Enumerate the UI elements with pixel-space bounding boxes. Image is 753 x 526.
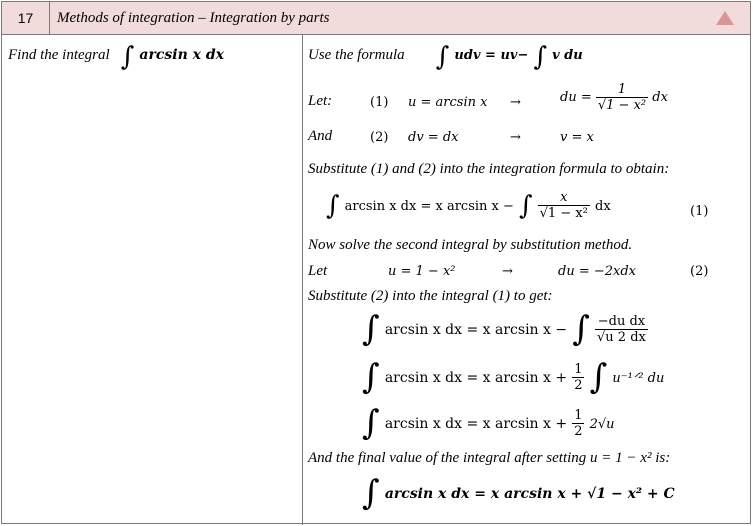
- eq3-frac-num: 1: [574, 362, 583, 377]
- equation-4: [362, 403, 615, 443]
- step2-rhs: v = x: [560, 130, 594, 145]
- eq4-fraction: [572, 408, 584, 439]
- eq1-tag: (1): [690, 204, 709, 219]
- final-equation: [362, 473, 675, 513]
- eq4-right: 2√u: [589, 417, 615, 432]
- final-integral: ∫: [362, 473, 380, 513]
- step1-rhs-left: du =: [560, 90, 592, 105]
- eq1-fraction: [538, 190, 590, 221]
- use-formula-label: Use the formula: [308, 47, 405, 63]
- substitute-text: Substitute (1) and (2) into the integration formula to obtain:: [308, 161, 670, 177]
- eq1-left: arcsin x dx = x arcsin x −: [344, 199, 514, 214]
- formula-integral-2: ∫: [533, 42, 547, 72]
- problem-label: Find the integral: [8, 47, 110, 63]
- step1-frac-num: 1: [596, 82, 648, 98]
- now-solve-text: Now solve the second integral by substitution method.: [308, 237, 633, 253]
- formula-rhs: v du: [552, 48, 583, 63]
- column-divider: [302, 35, 303, 525]
- eq3-right: u⁻¹ᐟ² du: [612, 371, 665, 386]
- eq3-fraction: [572, 362, 584, 393]
- let2-rhs: du = −2xdx: [558, 264, 636, 279]
- eq3-frac-den: 2: [574, 378, 583, 393]
- step2-number: (2): [370, 130, 389, 145]
- formula-line: [308, 44, 583, 70]
- equation-2: [362, 309, 648, 349]
- equation-1: [326, 190, 611, 221]
- eq2-frac-num: −du dx: [595, 314, 648, 330]
- problem-number: 17: [2, 2, 50, 34]
- arrow-2: →: [510, 130, 521, 145]
- and-label: And: [308, 128, 333, 144]
- formula-lhs: udv = uv−: [454, 48, 529, 63]
- eq1-right: dx: [595, 199, 611, 214]
- final-text: And the final value of the integral after setting u = 1 − x² is:: [308, 450, 671, 466]
- eq3-integral: ∫: [362, 357, 380, 397]
- triangle-up-icon[interactable]: [716, 11, 734, 25]
- arrow-1: →: [510, 95, 521, 110]
- eq1-integral-2: ∫: [519, 191, 533, 221]
- step1-fraction: [596, 82, 648, 113]
- table-frame: [1, 1, 751, 524]
- eq1-frac-den: √1 − x²: [539, 206, 588, 221]
- eq4-integral: ∫: [362, 403, 380, 443]
- integral-sign: ∫: [120, 42, 135, 72]
- arrow-3: →: [502, 264, 513, 279]
- let2-lhs: u = 1 − x²: [388, 264, 456, 279]
- final-eq: arcsin x dx = x arcsin x + √1 − x² + C: [384, 486, 675, 502]
- header-bar: [2, 2, 750, 35]
- let2-tag: (2): [690, 264, 709, 279]
- eq1-frac-num: x: [538, 190, 590, 206]
- substitute2-text: Substitute (2) into the integral (1) to get:: [308, 288, 553, 304]
- eq4-left: arcsin x dx = x arcsin x +: [384, 416, 568, 432]
- problem-title: Methods of integration – Integration by parts: [57, 10, 330, 26]
- problem-integrand: arcsin x dx: [139, 47, 224, 63]
- step1-number: (1): [370, 95, 389, 110]
- step1-lhs: u = arcsin x: [408, 95, 488, 110]
- eq2-left: arcsin x dx = x arcsin x −: [384, 322, 568, 338]
- step1-frac-den: √1 − x²: [597, 98, 647, 113]
- step1-rhs-right: dx: [652, 90, 668, 105]
- eq3-left: arcsin x dx = x arcsin x +: [384, 370, 568, 386]
- step1-rhs: [560, 82, 668, 113]
- eq4-frac-den: 2: [574, 424, 583, 439]
- eq2-fraction: [595, 314, 648, 345]
- eq1-integral: ∫: [326, 191, 340, 221]
- eq2-integral-2: ∫: [572, 309, 590, 349]
- problem-statement: [8, 44, 224, 70]
- let-label: Let:: [308, 93, 333, 109]
- eq2-integral: ∫: [362, 309, 380, 349]
- step2-lhs: dv = dx: [408, 130, 459, 145]
- equation-3: [362, 357, 665, 397]
- let2-label: Let: [308, 263, 328, 279]
- eq4-frac-num: 1: [574, 408, 583, 423]
- formula-integral-1: ∫: [435, 42, 450, 72]
- eq2-frac-den: √u 2 dx: [597, 330, 646, 345]
- eq3-integral-2: ∫: [589, 357, 608, 397]
